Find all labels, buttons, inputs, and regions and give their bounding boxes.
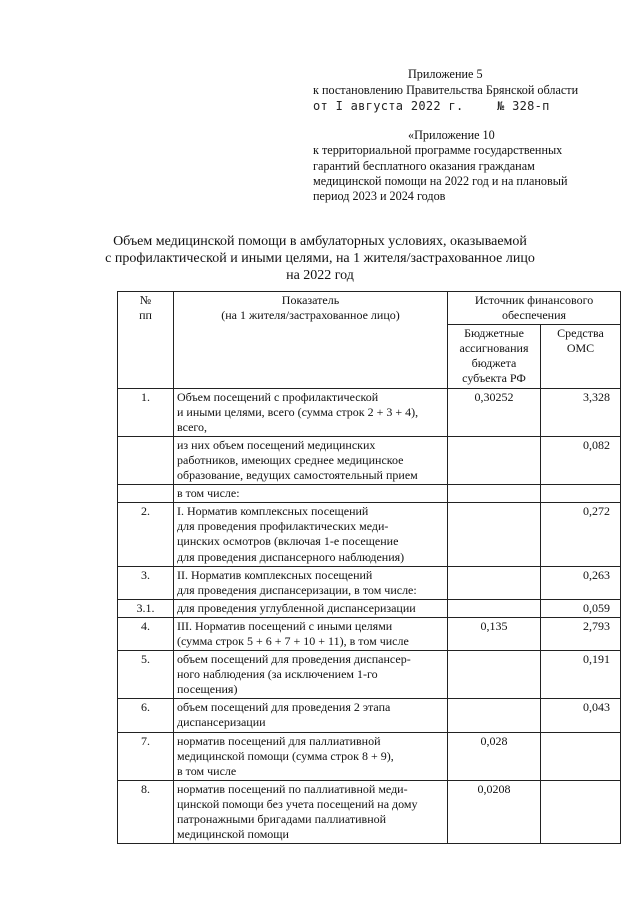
row-indicator-line: объем посещений для проведения 2 этапа: [177, 700, 391, 715]
volume-table: [117, 291, 621, 844]
row-indicator: [174, 485, 448, 503]
row-indicator-line: образование, ведущих самостоятельный прием: [177, 468, 418, 483]
row-number: 1.: [118, 388, 174, 436]
row-indicator-line: II. Норматив комплексных посещений: [177, 567, 373, 582]
row-oms-value: 0,082: [541, 436, 621, 484]
row-number: 8.: [118, 780, 174, 843]
row-oms-value: 3,328: [541, 388, 621, 436]
header-source-line: Источник финансового: [474, 293, 594, 307]
appendix-10-line: к территориальной программе государственных: [313, 143, 563, 158]
header-source: [448, 292, 621, 325]
header-oms-line: Средства: [557, 326, 604, 341]
header-budget-line: Бюджетные: [464, 326, 524, 341]
table-body: [118, 388, 621, 844]
row-indicator: [174, 599, 448, 617]
appendix-5-resolution: к постановлению Правительства Брянской области: [313, 83, 579, 97]
header-num-line: пп: [139, 308, 152, 323]
row-budget-value: 0,135: [448, 617, 541, 650]
row-number: 4.: [118, 617, 174, 650]
row-indicator-line: I. Норматив комплексных посещений: [177, 504, 369, 519]
row-budget-value: [448, 566, 541, 599]
table-row: [118, 732, 621, 780]
row-indicator-line: медицинской помощи: [177, 827, 289, 842]
row-indicator-line: и иными целями, всего (сумма строк 2 + 3 + 4),: [177, 404, 419, 419]
row-indicator-line: для проведения диспансеризации, в том числе:: [177, 582, 417, 597]
header-oms-line: ОМС: [566, 341, 595, 356]
appendix-5-block: [313, 66, 618, 114]
row-indicator: [174, 780, 448, 843]
row-indicator-line: для проведения углубленной диспансеризации: [177, 600, 416, 615]
table-row: [118, 617, 621, 650]
row-indicator: [174, 388, 448, 436]
table-row: [118, 436, 621, 484]
row-indicator-line: цинских осмотров (включая 1-е посещение: [177, 534, 399, 549]
row-indicator-line: цинской помощи без учета посещений на дому: [177, 796, 418, 811]
table-row: [118, 485, 621, 503]
heading-line: на 2022 год: [286, 268, 354, 283]
row-budget-value: [448, 651, 541, 699]
row-indicator-line: Объем посещений с профилактической: [177, 389, 379, 404]
row-oms-value: 2,793: [541, 617, 621, 650]
row-oms-value: 0,043: [541, 699, 621, 732]
row-budget-value: [448, 436, 541, 484]
header-budget: [448, 325, 541, 388]
heading-line: с профилактической и иными целями, на 1 жителя/застрахованное лицо: [105, 251, 535, 266]
row-oms-value: 0,191: [541, 651, 621, 699]
row-number: 3.1.: [118, 599, 174, 617]
header-num-line: №: [139, 293, 152, 307]
appendix-10-line: медицинской помощи на 2022 год и на плановый: [313, 173, 568, 188]
header-indicator-line: Показатель: [281, 293, 340, 307]
row-indicator-line: (сумма строк 5 + 6 + 7 + 10 + 11), в том числе: [177, 633, 409, 648]
row-budget-value: [448, 599, 541, 617]
row-oms-value: 0,272: [541, 503, 621, 566]
row-indicator-line: III. Норматив посещений с иными целями: [177, 618, 393, 633]
row-oms-value: [541, 780, 621, 843]
header-oms: [541, 325, 621, 388]
table-row: [118, 503, 621, 566]
row-indicator-line: медицинской помощи (сумма строк 8 + 9),: [177, 748, 394, 763]
heading-line: Объем медицинской помощи в амбулаторных условиях, оказываемой: [113, 234, 527, 249]
table-row: [118, 651, 621, 699]
row-number: [118, 436, 174, 484]
header-indicator: [174, 292, 448, 389]
table-header-row: [118, 292, 621, 325]
row-indicator-line: норматив посещений по паллиативной меди-: [177, 781, 408, 796]
row-indicator-line: диспансеризации: [177, 715, 266, 730]
appendix-10-line: период 2023 и 2024 годов: [313, 189, 446, 204]
appendix-10-line: гарантий бесплатного оказания гражданам: [313, 158, 535, 173]
appendix-5-date: от I августа 2022 г.: [313, 99, 464, 113]
row-indicator: [174, 651, 448, 699]
row-indicator: [174, 732, 448, 780]
row-indicator: [174, 436, 448, 484]
row-indicator-line: для проведения диспансерного наблюдения): [177, 549, 405, 564]
header-budget-line: ассигнования: [459, 341, 529, 356]
header-budget-line: бюджета: [471, 356, 517, 371]
row-oms-value: [541, 732, 621, 780]
row-budget-value: 0,0208: [448, 780, 541, 843]
row-number: 6.: [118, 699, 174, 732]
appendix-5-date-line: [313, 98, 618, 114]
row-indicator-line: из них объем посещений медицинских: [177, 437, 376, 452]
row-indicator-line: патронажными бригадами паллиативной: [177, 812, 387, 826]
row-indicator: [174, 566, 448, 599]
row-budget-value: 0,028: [448, 732, 541, 780]
appendix-10-title: «Приложение 10: [408, 128, 495, 142]
row-indicator-line: в том числе: [177, 763, 237, 778]
row-indicator-line: работников, имеющих среднее медицинское: [177, 452, 404, 467]
header-num: [118, 292, 174, 389]
row-indicator-line: ного наблюдения (за исключением 1-го: [177, 667, 378, 682]
row-number: 7.: [118, 732, 174, 780]
row-indicator-line: объем посещений для проведения диспансер-: [177, 652, 411, 667]
row-indicator: [174, 617, 448, 650]
row-budget-value: [448, 699, 541, 732]
appendix-5-number: № 328-п: [497, 99, 550, 113]
header-budget-line: субъекта РФ: [462, 371, 526, 386]
row-oms-value: 0,059: [541, 599, 621, 617]
header-source-line: обеспечения: [501, 308, 567, 323]
document-heading: [100, 233, 540, 284]
table-row: [118, 780, 621, 843]
row-budget-value: [448, 503, 541, 566]
appendix-10-block: [313, 128, 618, 204]
row-indicator: [174, 503, 448, 566]
row-number: 2.: [118, 503, 174, 566]
row-indicator-line: всего,: [177, 419, 208, 434]
table-row: [118, 566, 621, 599]
table-row: [118, 388, 621, 436]
row-number: [118, 485, 174, 503]
row-oms-value: [541, 485, 621, 503]
row-budget-value: 0,30252: [448, 388, 541, 436]
row-budget-value: [448, 485, 541, 503]
table-row: [118, 699, 621, 732]
table-row: [118, 599, 621, 617]
row-indicator: [174, 699, 448, 732]
row-indicator-line: в том числе:: [177, 486, 240, 501]
row-number: 5.: [118, 651, 174, 699]
row-indicator-line: для проведения профилактических меди-: [177, 519, 389, 534]
header-indicator-line: (на 1 жителя/застрахованное лицо): [221, 308, 400, 323]
row-indicator-line: посещения): [177, 682, 238, 697]
row-number: 3.: [118, 566, 174, 599]
row-oms-value: 0,263: [541, 566, 621, 599]
row-indicator-line: норматив посещений для паллиативной: [177, 733, 381, 748]
appendix-5-title: Приложение 5: [408, 67, 483, 81]
